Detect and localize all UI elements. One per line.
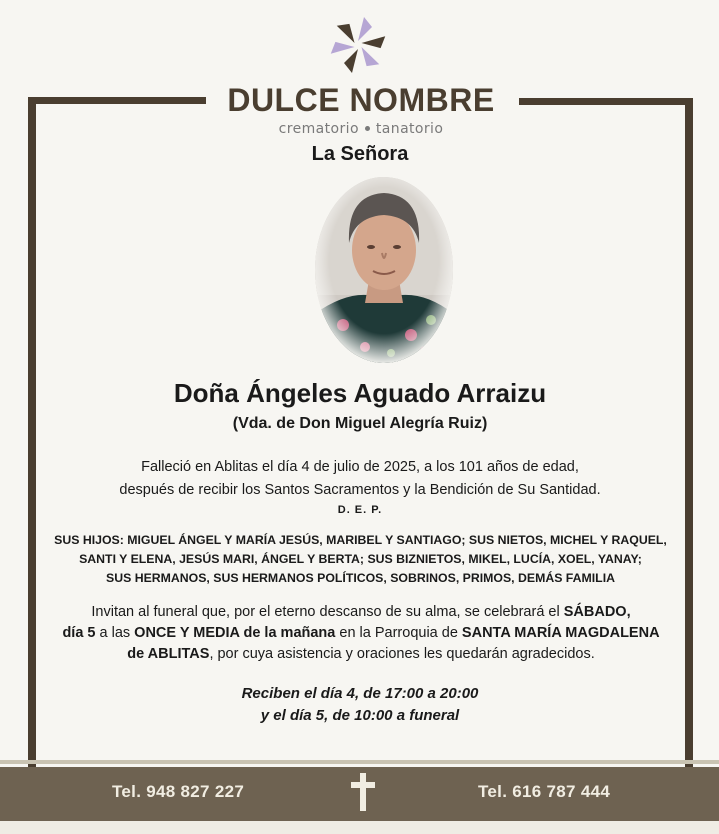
funeral-text-4: , por cuya asistencia y oraciones les quedarán agradecidos. bbox=[209, 646, 595, 662]
phone-right[interactable]: Tel. 616 787 444 bbox=[478, 782, 611, 801]
visitation-line-2: y el día 5, de 10:00 a funeral bbox=[260, 707, 460, 724]
brand-subtitle bbox=[205, 121, 517, 137]
family-list bbox=[48, 531, 673, 588]
funeral-day: SÁBADO, bbox=[563, 604, 631, 620]
frame-top-right bbox=[519, 98, 693, 105]
funeral-parish: SANTA MARÍA MAGDALENA bbox=[461, 625, 660, 641]
family-line-2: SANTI Y ELENA, JESÚS MARI, ÁNGEL Y BERTA; SUS BIZNIETOS, MIKEL, LUCÍA, XOEL, YANAY; bbox=[79, 552, 642, 566]
frame-right bbox=[685, 98, 693, 768]
family-line-1: SUS HIJOS: MIGUEL ÁNGEL Y MARÍA JESÚS, MARIBEL Y SANTIAGO; SUS NIETOS, MICHEL Y RAQUEL, bbox=[54, 533, 667, 547]
frame-left bbox=[28, 97, 36, 767]
flower-logo-icon bbox=[327, 14, 389, 76]
brand-sub-tanatorio: tanatorio bbox=[375, 121, 444, 137]
brand-sub-crematorio: crematorio bbox=[278, 121, 359, 137]
phone-left[interactable]: Tel. 948 827 227 bbox=[112, 782, 245, 801]
death-line-2: después de recibir los Santos Sacramentos y la Bendición de Su Santidad. bbox=[119, 482, 601, 498]
funeral-text-2: a las bbox=[95, 625, 135, 641]
funeral-town: de ABLITAS bbox=[127, 646, 210, 662]
separator-dot bbox=[365, 126, 370, 131]
family-line-3: SUS HERMANOS, SUS HERMANOS POLÍTICOS, SOBRINOS, PRIMOS, DEMÁS FAMILIA bbox=[106, 571, 615, 585]
brand-name: DULCE NOMBRE bbox=[227, 82, 495, 118]
funeral-time: ONCE Y MEDIA de la mañana bbox=[134, 625, 336, 641]
visitation-hours bbox=[60, 683, 660, 727]
dep-abbrev: D. E. P. bbox=[337, 504, 383, 516]
frame-top-left bbox=[28, 97, 206, 104]
portrait-photo bbox=[313, 175, 455, 365]
footer-divider bbox=[0, 760, 719, 764]
bottom-margin bbox=[0, 821, 719, 834]
deceased-name: Doña Ángeles Aguado Arraizu bbox=[173, 378, 547, 408]
cross-icon bbox=[348, 772, 378, 812]
death-line-1: Falleció en Ablitas el día 4 de julio de 2025, a los 101 años de edad, bbox=[141, 459, 579, 475]
funeral-invitation bbox=[52, 602, 670, 665]
death-notice bbox=[60, 456, 660, 502]
visitation-line-1: Reciben el día 4, de 17:00 a 20:00 bbox=[241, 685, 479, 702]
widow-of: (Vda. de Don Miguel Alegría Ruiz) bbox=[232, 415, 488, 432]
funeral-text-3: en la Parroquia de bbox=[335, 625, 462, 641]
salutation: La Señora bbox=[311, 143, 409, 165]
funeral-text-1: Invitan al funeral que, por el eterno descanso de su alma, se celebrará el bbox=[91, 604, 564, 620]
funeral-date: día 5 bbox=[62, 625, 96, 641]
